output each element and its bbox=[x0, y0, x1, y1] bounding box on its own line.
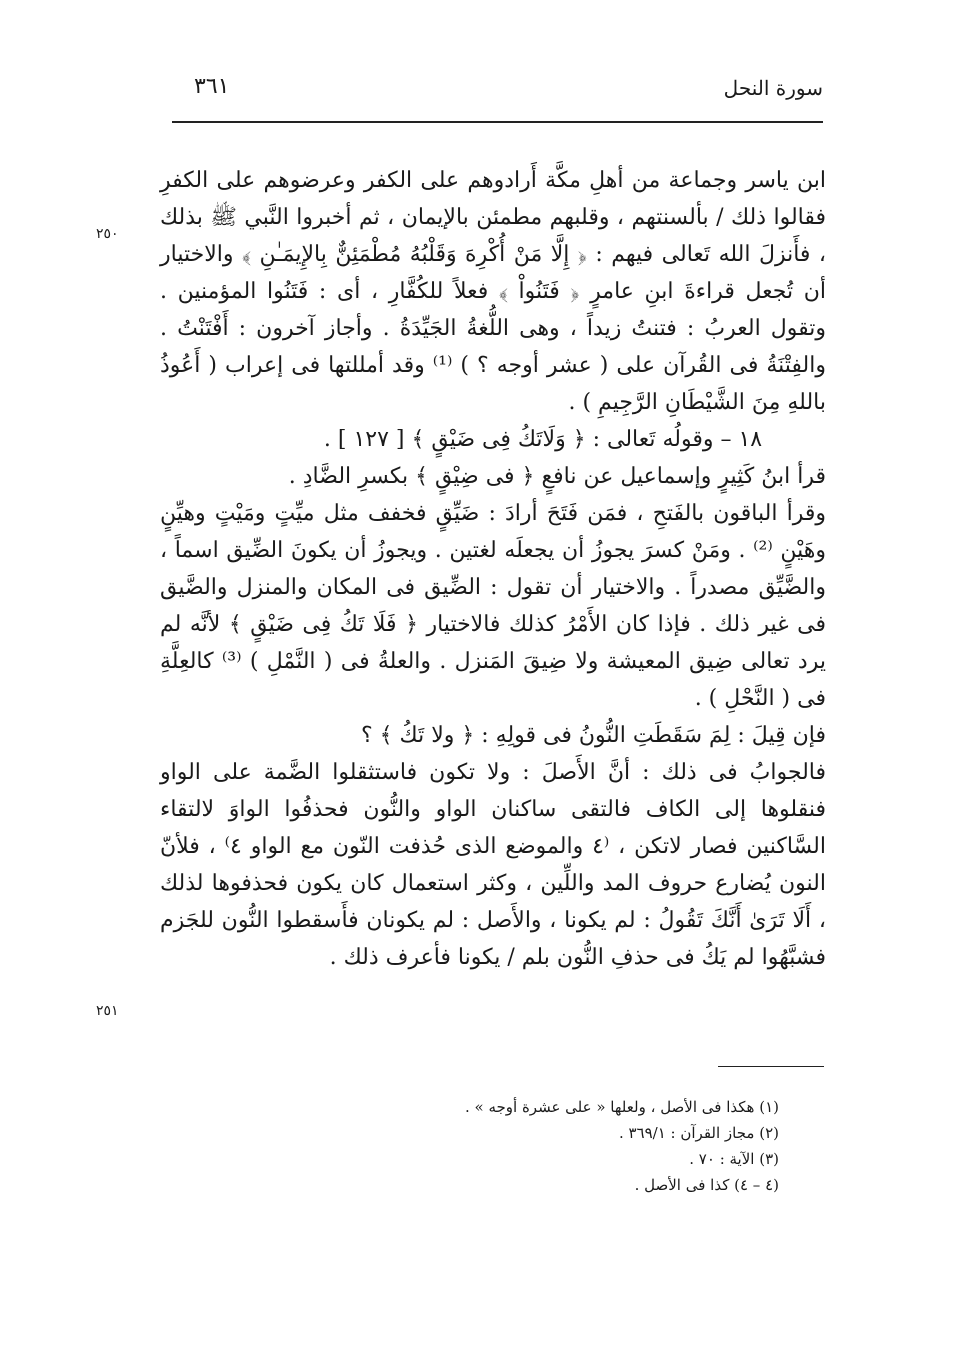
footnotes bbox=[359, 1094, 779, 1198]
paragraph: قرأ ابنُ كَثِيرٍ وإسماعيل عن نافعٍ ﴿ فى ضِيْقٍ ﴾ بكسرِ الضَّادِ . bbox=[288, 464, 826, 489]
main-text bbox=[160, 162, 826, 976]
verse-heading: ١٨ – وقولُه تَعالى : ﴿ وَلَاتَكُ فِى ضَيْقٍ ﴾ [ ١٢٧ ] . bbox=[323, 427, 763, 452]
footnote-rule bbox=[718, 1066, 824, 1067]
footnote: (١) هكذا فى الأصل ، ولعلها « على عشرة أوجه » . bbox=[464, 1098, 779, 1116]
paragraph: ابن ياسر وجماعة من أهلِ مكَّة أَرادوهم على الكفر وعرضوهم على الكفرِ فقالوا ذلك / بألسنتهم ، وقلبهم مطمئن بالإيمان ، ثم أخبروا النَّبي ﷺ بذلك ، فأَنزلَ الله تَعالى فيهم : ﴿ إِلَّا مَنْ أُكْرِهَ وَقَلْبُهُ مُطْمَئِنٌّ بِالإِيمَـٰنِ ﴾ والاختيار أن تُجعل قراءةَ ابنِ عامرٍ ﴿ فَتَنُواْ ﴾ فعلاً للكُفَّارِ ، أى : فَتَنُوا المؤمنين . وتقول العربُ : فتنتُ زيداً ، وهى اللُّغةُ الجَيِّدَةُ . وأجاز آخرون : أَفْتَنْتُ . والفِتْنَةُ فى القُرآن على ( عشر أوجه ؟ ) ⁽¹⁾ وقد أمللتها فى إعراب ( أَعُوذُ باللهِ مِنَ الشَّيْطَانِ الرَّجِيمِ ) . bbox=[160, 168, 826, 415]
footnote: (٢) مجاز القرآن : ٣٦٩/١ . bbox=[618, 1124, 779, 1142]
running-title: سورة النحل bbox=[723, 76, 823, 100]
margin-page-ref: ٢٥١ bbox=[96, 1003, 119, 1019]
margin-page-ref: ٢٥٠ bbox=[96, 226, 119, 242]
header-rule bbox=[172, 121, 823, 123]
page-number: ٣٦١ bbox=[194, 74, 230, 99]
paragraph: وقرأ الباقون بالفَتحِ ، فمَن فَتَحَ أرادَ : ضَيِّقٍ فخفف مثل ميِّتٍ ومَيْتٍ وهيِّنٍ وهَيْنٍ ⁽²⁾ . ومَنْ كسرَ يجوزُ أن يجعلَه لغتين . ويجوزُ أن يكونَ الضِّيق اسماً ، والضَّيِّق مصدراً . والاختيار أن تقول : الضِّيق فى المكان والمنزل والضَّيق فى غير ذلك . فإذا كان الأَمْرُ كذلك فالاختيار ﴿ فَلَا تَكُ فِى ضَيْقٍ ﴾ لأنَّه لم يرد تعالى ضِيق المعيشة ولا ضِيقَ المَنزل . والعلةُ فى ( النَّمْلِ ) ⁽³⁾ كالعِلَّةِ فى ( النَّحْلِ ) . bbox=[160, 501, 826, 711]
paragraph: فإن قِيلَ : لِمَ سَقَطَتِ النُّونُ فى قولِهِ : ﴿ ولا تَكُ ﴾ ؟ bbox=[361, 723, 826, 748]
footnote: (٤ – ٤) كذا فى الأصل . bbox=[634, 1176, 779, 1194]
paragraph: فالجوابُ فى ذلك : أنَّ الأَصلَ : ولا تكون فاستثقلوا الضَّمة على الواو فنقلوها إلى الكاف فالتقى ساكنان الواو والنُّون فحذفُوا الواوَ لالتقاء السَّاكنين فصار لاتكن ، ⁽٤ والموضع الذى حُذفت النّون مع الواو ٤⁾ ، فلأنّ النون يُضارع حروف المد واللِّين ، وكثر استعمال كان يكون فحذفوها لذلك ، أَلَا تَرَىٰ أَنَّكَ تَقُولُ : لم يكونا ، والأَصل : لم يكونان فأَسقطوا النُّون للجَزم فشبَّهُوا لم يَكُ فى حذفِ النُّون بلم / يكونا فأعرف ذلك . bbox=[160, 760, 826, 970]
footnote: (٣) الآية : ٧٠ . bbox=[689, 1150, 779, 1168]
page-header bbox=[172, 72, 823, 112]
